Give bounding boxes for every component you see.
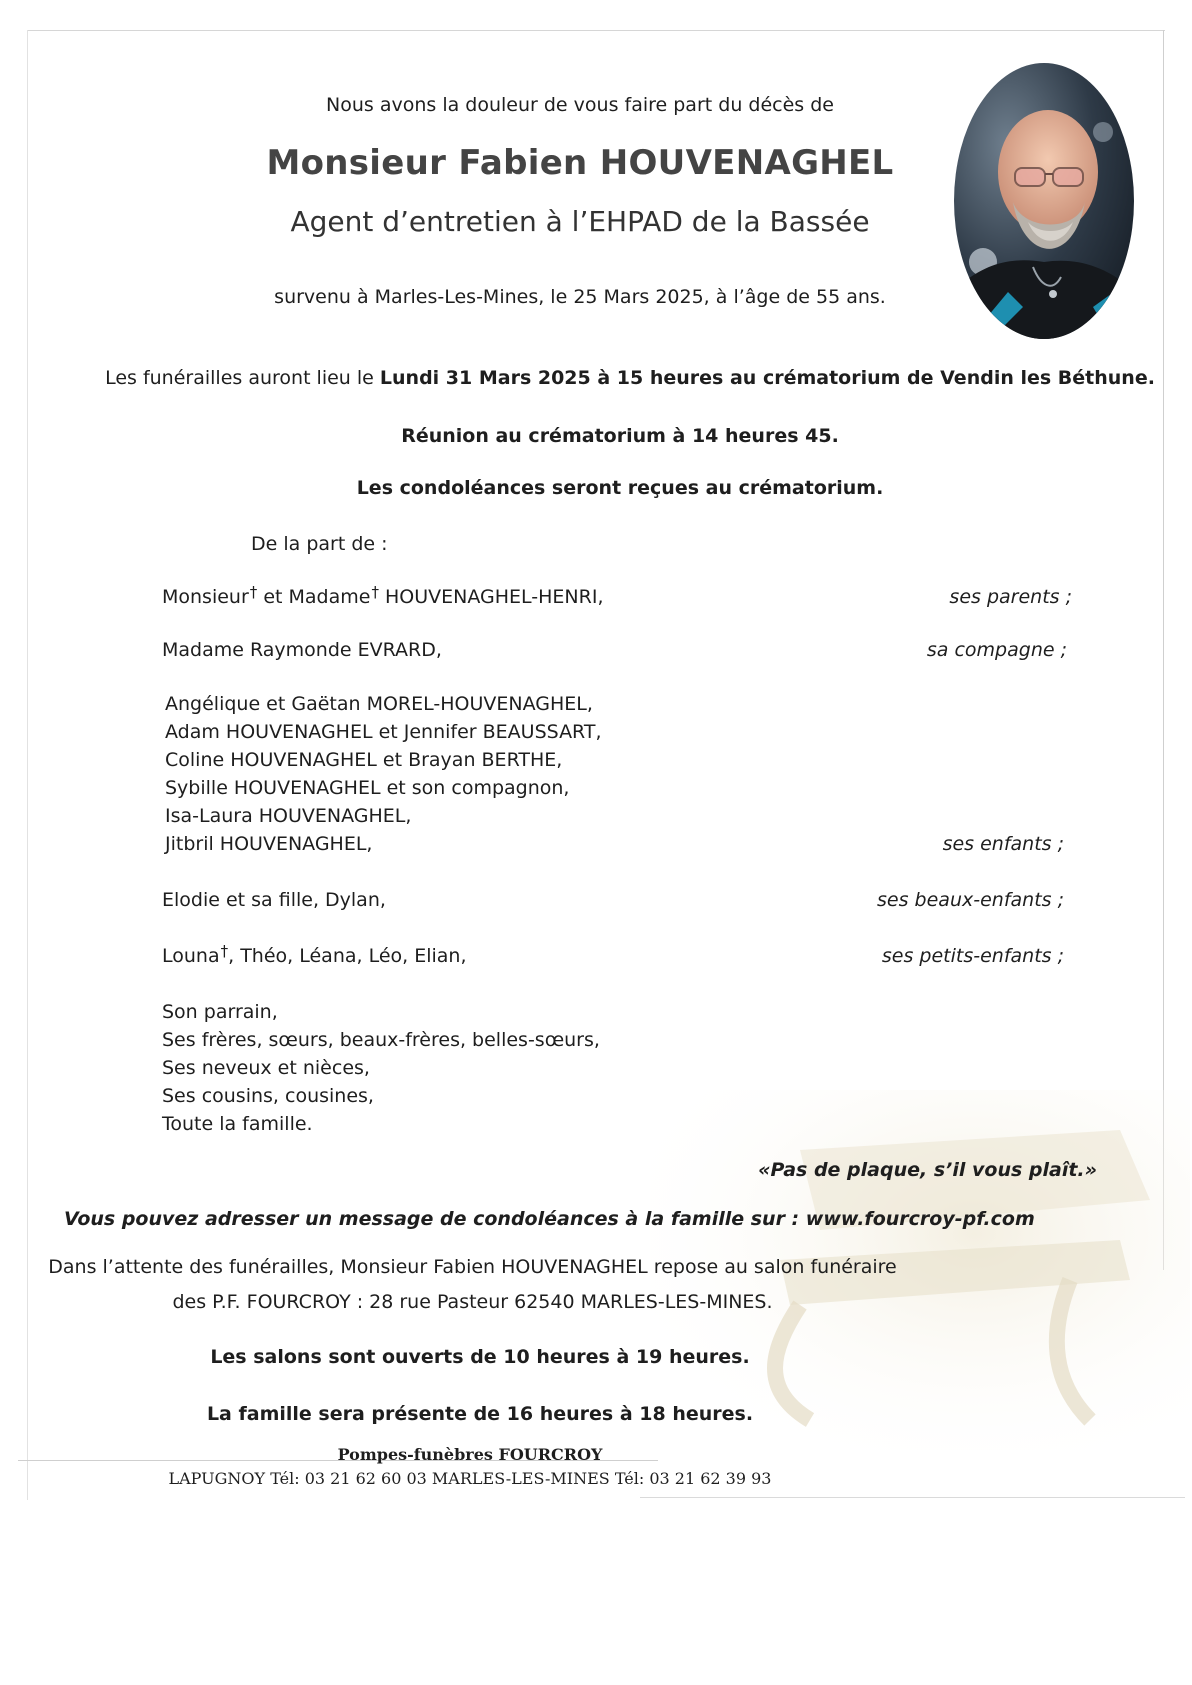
others-list — [162, 998, 600, 1138]
from-label: De la part de : — [251, 533, 388, 555]
dagger-icon: † — [249, 583, 258, 601]
list-item: Jitbril HOUVENAGHEL, — [165, 833, 373, 855]
list-item: Ses cousins, cousines, — [162, 1085, 374, 1107]
occupation-text: Agent d’entretien à l’EHPAD de la Bassée — [290, 205, 870, 238]
grandchildren-relation: ses petits-enfants ; — [881, 945, 1064, 967]
parents-line: Monsieur† et Madame† HOUVENAGHEL-HENRI, — [162, 583, 604, 608]
intro-text: Nous avons la douleur de vous faire part du décès de — [326, 94, 834, 116]
funeral-company-phones: LAPUGNOY Tél: 03 21 62 60 03 MARLES-LES-MINES Tél: 03 21 62 39 93 — [168, 1469, 772, 1488]
grandchildren-line: Louna†, Théo, Léana, Léo, Elian, — [162, 942, 467, 967]
list-item: Son parrain, — [162, 1001, 278, 1023]
children-list — [165, 690, 602, 858]
portrait-photo — [953, 62, 1135, 340]
footer-rule-right — [640, 1497, 1185, 1498]
companion-relation: sa compagne ; — [926, 639, 1067, 661]
family-presence: La famille sera présente de 16 heures à 18 heures. — [206, 1403, 754, 1425]
funeral-details: Les funérailles auront lieu le Lundi 31 Mars 2025 à 15 heures au crématorium de Vendin les Béthune. — [105, 367, 1155, 389]
rest-location-line2: des P.F. FOURCROY : 28 rue Pasteur 62540 MARLES-LES-MINES. — [172, 1291, 773, 1313]
list-item: Isa-Laura HOUVENAGHEL, — [165, 805, 412, 827]
dagger-icon: † — [371, 583, 379, 601]
stepchildren-relation: ses beaux-enfants ; — [877, 889, 1064, 911]
page-frame-left — [27, 30, 28, 1500]
dagger-icon: † — [220, 942, 229, 960]
list-item: Ses neveux et nièces, — [162, 1057, 370, 1079]
condolences-location: Les condoléances seront reçues au crématorium. — [356, 477, 884, 499]
parents-relation: ses parents ; — [949, 586, 1072, 608]
list-item: Ses frères, sœurs, beaux-frères, belles-sœurs, — [162, 1029, 600, 1051]
meeting-time: Réunion au crématorium à 14 heures 45. — [401, 425, 839, 447]
companion-line: Madame Raymonde EVRARD, — [162, 639, 442, 661]
children-relation: ses enfants ; — [942, 833, 1064, 855]
list-item: Sybille HOUVENAGHEL et son compagnon, — [165, 777, 570, 799]
no-plaque-note: «Pas de plaque, s’il vous plaît.» — [758, 1159, 1097, 1181]
death-details: survenu à Marles-Les-Mines, le 25 Mars 2025, à l’âge de 55 ans. — [274, 286, 886, 308]
page-frame-right — [1163, 30, 1164, 1270]
deceased-name: Monsieur Fabien HOUVENAGHEL — [266, 143, 894, 183]
rest-location-line1: Dans l’attente des funérailles, Monsieur Fabien HOUVENAGHEL repose au salon funéraire — [48, 1256, 897, 1278]
online-condolences: Vous pouvez adresser un message de condoléances à la famille sur : www.fourcroy-pf.com — [64, 1208, 1035, 1230]
list-item: Adam HOUVENAGHEL et Jennifer BEAUSSART, — [165, 721, 602, 743]
stepchildren-line: Elodie et sa fille, Dylan, — [162, 889, 386, 911]
page-frame-top — [27, 30, 1165, 31]
funeral-company-name: Pompes-funèbres FOURCROY — [337, 1445, 603, 1464]
list-item: Angélique et Gaëtan MOREL-HOUVENAGHEL, — [165, 693, 593, 715]
list-item: Coline HOUVENAGHEL et Brayan BERTHE, — [165, 749, 563, 771]
list-item: Toute la famille. — [162, 1113, 313, 1135]
salon-hours: Les salons sont ouverts de 10 heures à 19 heures. — [210, 1346, 750, 1368]
